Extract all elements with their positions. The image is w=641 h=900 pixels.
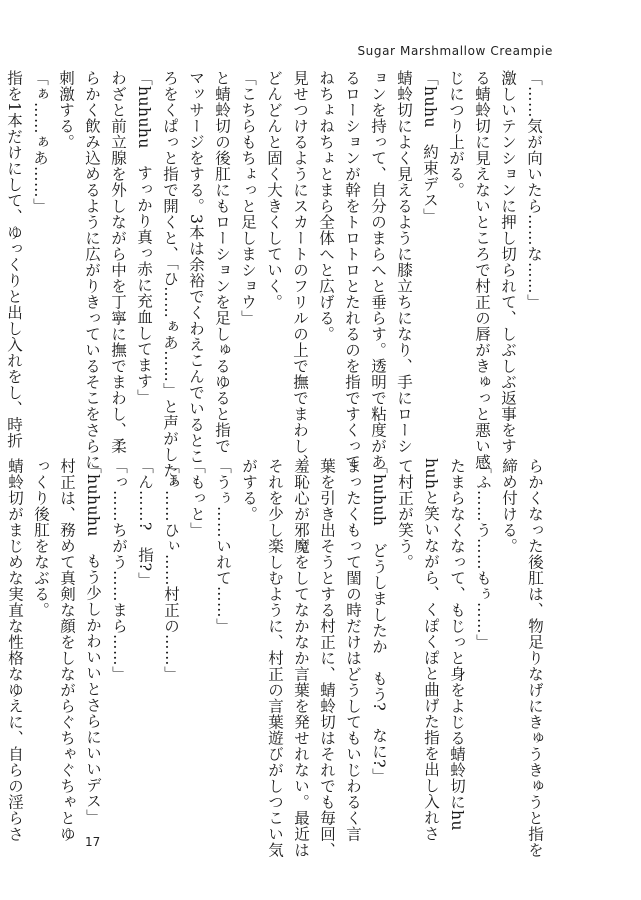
- text-line: っくり後肛をなぶる。: [32, 458, 50, 618]
- text-line: 締め付ける。: [500, 458, 518, 554]
- text-line: 羞恥心が邪魔をしてなかなか言葉を発せれない。最近は: [292, 458, 310, 858]
- text-line: 指を1本だけにして、ゆっくりと出し入れをし、時折: [5, 70, 23, 449]
- text-line: 「もっと」: [188, 458, 206, 538]
- text-line: るローションが幹をトロトロとたれるのを指ですくって: [343, 70, 361, 470]
- text-line: わざと前立腺を外しながら中を丁寧に撫でまわし、柔: [109, 70, 127, 454]
- text-line: どんどんと固く大きくしていく。: [265, 70, 283, 310]
- page-number: 17: [85, 835, 101, 849]
- running-header: Sugar Marshmallow Creampie: [357, 44, 553, 58]
- text-line: まったくもって閨の時だけはどうしてもいじわるく言: [344, 458, 362, 842]
- text-line: 見せつけるようにスカートのフリルの上で撫でまわし、: [291, 70, 309, 470]
- text-line: 「huhuh どうしましたか もう? なに?」: [370, 458, 388, 785]
- text-line: ョンを持って、自分のまらへと垂らす。透明で粘度があ: [369, 70, 387, 470]
- text-line: 「ぁ……ひぃ……村正の……」: [162, 458, 180, 682]
- text-line: がする。: [240, 458, 258, 522]
- text-line: 激しいテンションに押し切られて、しぶしぶ返事をす: [499, 70, 517, 454]
- text-line: 「ふ……う……もぅ……」: [474, 458, 492, 650]
- text-line: マッサージをする。3本は余裕でくわえこんでいるとこ: [187, 70, 205, 465]
- text-line: らかくなった後肛は、物足りなげにきゅうきゅうと指を: [526, 458, 544, 858]
- text-line: 「huhuhu すっかり真っ赤に充血してます」: [135, 70, 153, 405]
- text-line: 「っ……ちがう……まら……」: [110, 458, 128, 682]
- text-line: 蜻蛉切がまじめな実直な性格なゆえに、自らの淫らさ: [6, 458, 24, 842]
- text-line: 「ぁ……ぁあ……」: [31, 70, 49, 214]
- text-line: 「……気が向いたら……な……」: [525, 70, 543, 310]
- text-line: 葉を引き出そうとする村正に、蜻蛉切はそれでも毎回、: [318, 458, 336, 858]
- text-line: ねちょねちょとまら全体へと広げる。: [317, 70, 335, 342]
- text-line: たまらなくなって、もじっと身をよじる蜻蛉切にhu: [448, 458, 466, 831]
- text-line: [0, 458, 2, 828]
- text-line: らかく飲み込めるように広がりきっているそこをさらに: [83, 70, 101, 470]
- text-line: 刺激する。: [57, 70, 75, 150]
- text-line: ろをくぱっと指で開くと、「ひ……ぁあ……」と声がした。: [161, 70, 179, 495]
- text-line: 「ん……? 指?」: [136, 458, 154, 588]
- text-line: て村正が笑う。: [396, 458, 414, 570]
- text-line: 「huhuhu もう少しかわいいとさらにいいデス」: [84, 458, 102, 825]
- text-line: じにつり上がる。: [447, 70, 465, 198]
- text-line: と蜻蛉切の後肛にもローションを足しゅるゆると指で: [213, 70, 231, 454]
- text-line: 村正は、務めて真剣な顔をしながらぐちゃぐちゃとゆ: [58, 458, 76, 842]
- text-line: 「うぅ……いれて……」: [214, 458, 232, 634]
- text-line: それを少し楽しむように、村正の言葉遊びがしつこい気: [266, 458, 284, 858]
- text-line: 「こちらもちょっと足しまショウ」: [239, 70, 257, 326]
- text-line: 蜻蛉切によく見えるように膝立ちになり、手にローシ: [395, 70, 413, 454]
- text-line: huhと笑いながら、くぽくぽと曲げた指を出し入れさ: [422, 458, 440, 842]
- text-line: 「huhu 約束デス」: [421, 70, 439, 224]
- text-line: る蜻蛉切に見えないところで村正の唇がきゅっと悪い感: [473, 70, 491, 470]
